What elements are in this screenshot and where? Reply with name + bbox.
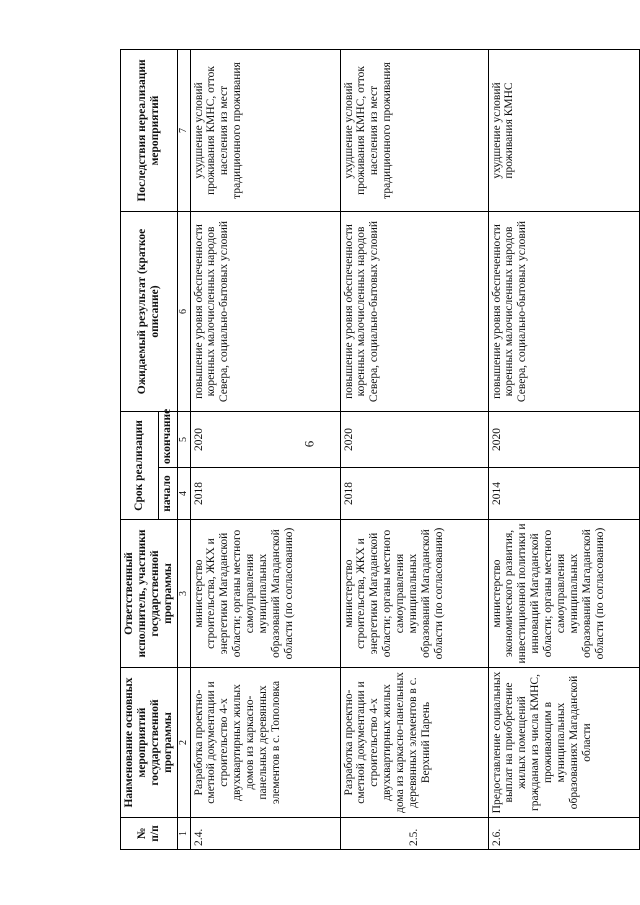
activities-table: [120, 49, 640, 850]
row-num: 2.4.: [190, 818, 340, 850]
row-end: 2020: [190, 411, 340, 467]
row-start: 2018: [340, 468, 488, 520]
row-result: повышение уровня обеспеченности коренных малочисленных народов Севера, социально-бытовых условий: [488, 211, 640, 411]
row-consequence: ухудшение условий проживания КМНС: [488, 49, 640, 211]
row-consequence: ухудшение условий проживания КМНС, отток населения из мест традиционного проживания: [340, 49, 488, 211]
col-number: 7: [177, 49, 190, 211]
col-number: 2: [177, 668, 190, 818]
header-result: Ожидаемый результат (краткое описание): [121, 211, 178, 411]
row-name: Разработка проектно-сметной документации и строительство 4-х двухквартирных жилых дома из каркасно-панельных деревянных элементов в с. Верхний Парень: [340, 668, 488, 818]
column-number-row: [177, 49, 190, 849]
row-name: Разработка проектно-сметной документации и строительство 4-х двухквартирных жилых домов из каркасно-панельных деревянных элементов в с. Тополовка: [190, 668, 340, 818]
col-number: 3: [177, 520, 190, 668]
header-name: Наименование основных мероприятий государственной программы: [121, 668, 178, 818]
col-number: 1: [177, 818, 190, 850]
row-responsible: министерство строительства, ЖКХ и энергетики Магаданской области; органы местного самоуправления муниципальных образований Магаданской области (по согласованию): [340, 520, 488, 668]
page-number: 6: [301, 440, 317, 448]
col-number: 4: [177, 468, 190, 520]
header-consequence: Последствия нереализации мероприятий: [121, 49, 178, 211]
col-number: 5: [177, 411, 190, 467]
row-num: 2.5.: [340, 818, 488, 850]
row-end: 2020: [340, 411, 488, 467]
row-responsible: министерство строительства, ЖКХ и энергетики Магаданской области; органы местного самоуправления муниципальных образований Магаданской области (по согласованию): [190, 520, 340, 668]
header-end: окончание: [159, 411, 177, 467]
row-consequence: ухудшение условий проживания КМНС, отток населения из мест традиционного проживания: [190, 49, 340, 211]
row-result: повышение уровня обеспеченности коренных малочисленных народов Севера, социально-бытовых условий: [340, 211, 488, 411]
header-term: Срок реализации: [121, 411, 159, 519]
table-wrapper: [120, 50, 640, 850]
row-start: 2018: [190, 468, 340, 520]
table-row: [340, 49, 488, 849]
row-end: 2020: [488, 411, 640, 467]
row-name: Предоставление социальных выплат на приобретение жилых помещений гражданам из числа КМНС, проживающим в муниципальных образованиях Магаданской области: [488, 668, 640, 818]
col-number: 6: [177, 211, 190, 411]
row-start: 2014: [488, 468, 640, 520]
table-row: [488, 49, 640, 849]
table-row: [190, 49, 340, 849]
row-result: повышение уровня обеспеченности коренных малочисленных народов Севера, социально-бытовых условий: [190, 211, 340, 411]
row-num: 2.6.: [488, 818, 640, 850]
header-num: № п/п: [121, 818, 178, 850]
header-start: начало: [159, 468, 177, 520]
header-responsible: Ответственный исполнитель, участники государственной программы: [121, 520, 178, 668]
row-responsible: министерство экономического развития, инвестиционной политики и инноваций Магаданской области; органы местного самоуправления муниципальных образований Магаданской области (по согласованию): [488, 520, 640, 668]
